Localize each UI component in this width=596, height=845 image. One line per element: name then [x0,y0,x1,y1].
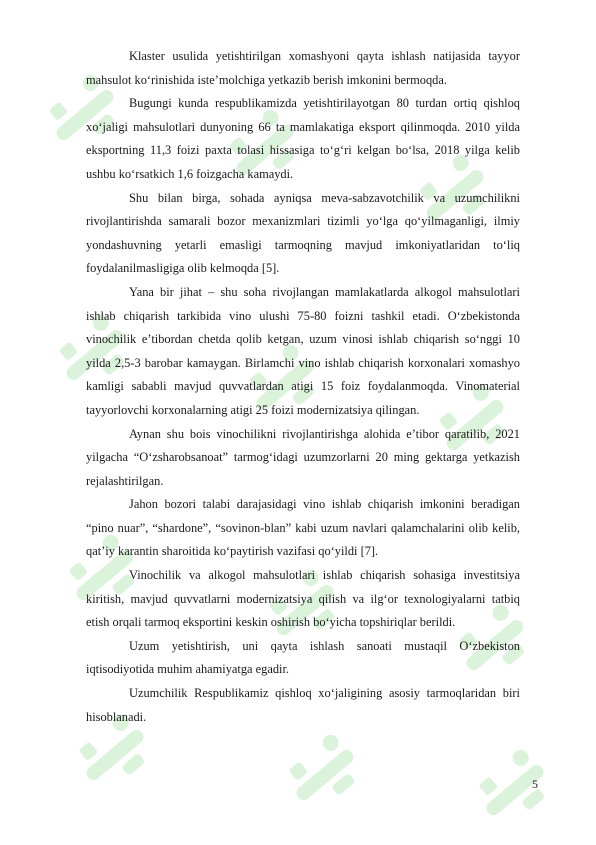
watermark-logo-icon [270,720,380,830]
paragraph: Klaster usulida yetishtirilgan xomashyoni qayta ishlash natijasida tayyor mahsulot ko‘rinishida iste’molchiga yetkazib berish imkonini bermoqda. [86,49,520,87]
paragraph: Bugungi kunda respublikamizda yetishtirilayotgan 80 turdan ortiq qishloq xo‘jaligi mahsulotlari dunyoning 66 ta mamlakatiga eksport qilinmoqda. 2010 yilda eksportning 11,3 foizi paxta tolasi hissasiga to‘g‘ri kelgan bo‘lsa, 2018 yilga kelib ushbu ko‘rsatkich 1,6 foizgacha kamaydi. [86,96,520,181]
watermark-logo-icon [460,735,570,845]
paragraph: Uzumchilik Respublikamiz qishloq xo‘jaligining asosiy tarmoqlaridan biri hisoblanadi. [86,686,520,724]
page-number: 5 [532,777,538,791]
paragraph: Shu bilan birga, sohada ayniqsa meva-sabzavotchilik va uzumchilikni rivojlantirishda samarali bozor mexanizmlari tizimli yo‘lga qo‘yilmaganligi, ilmiy yondashuvning yetarli emasligi tarmoqning mavjud imkoniyatlaridan to‘liq foydalanilmasligiga olib kelmoqda [5]. [86,190,520,276]
paragraph: Uzum yetishtirish, uni qayta ishlash sanoati mustaqil O‘zbekiston iqtisodiyotida muhim ahamiyatga egadir. [86,638,520,677]
paragraph: Yana bir jihat – shu soha rivojlangan mamlakatlarda alkogol mahsulotlari ishlab chiqarish tarkibida vino ulushi 75-80 foizni tashkil etadi. O‘zbekistonda vinochilik e’tibordan chetda qolib ketgan, uzum vinosi ishlab chiqarish so‘nggi 10 yilda 2,5-3 barobar kamaygan. Birlamchi vino ishlab chiqarish korxonalari xomashyo kamligi sababli mavjud quvvatlardan atigi 15 foiz foydalanmoqda. Vinomaterial tayyorlovchi korxonalarning atigi 25 foizi modernizatsiya qilingan. [86,284,520,417]
body-text [86,45,520,729]
paragraph: Aynan shu bois vinochilikni rivojlantirishga alohida e’tibor qaratilib, 2021 yilgacha “O‘zsharobsanoat” tarmog‘idagi uzumzorlarni 20 ming gektarga yetkazish rejalashtirilgan. [86,426,520,488]
paragraph: Jahon bozori talabi darajasidagi vino ishlab chiqarish imkonini beradigan “pino nuar”, “shardone”, “sovinon-blan” kabi uzum navlari qalamchalarini olib kelib, qat’iy karantin sharoitida ko‘paytirish vazifasi qo‘yildi [7]. [86,497,520,559]
paragraph: Vinochilik va alkogol mahsulotlari ishlab chiqarish sohasiga investitsiya kiritish, mavjud quvvatlarni modernizatsiya qilish va ilg‘or texnologiyalarni tatbiq etish orqali tarmoq eksportini keskin oshirish bo‘yicha topshiriqlar berildi. [86,568,520,630]
